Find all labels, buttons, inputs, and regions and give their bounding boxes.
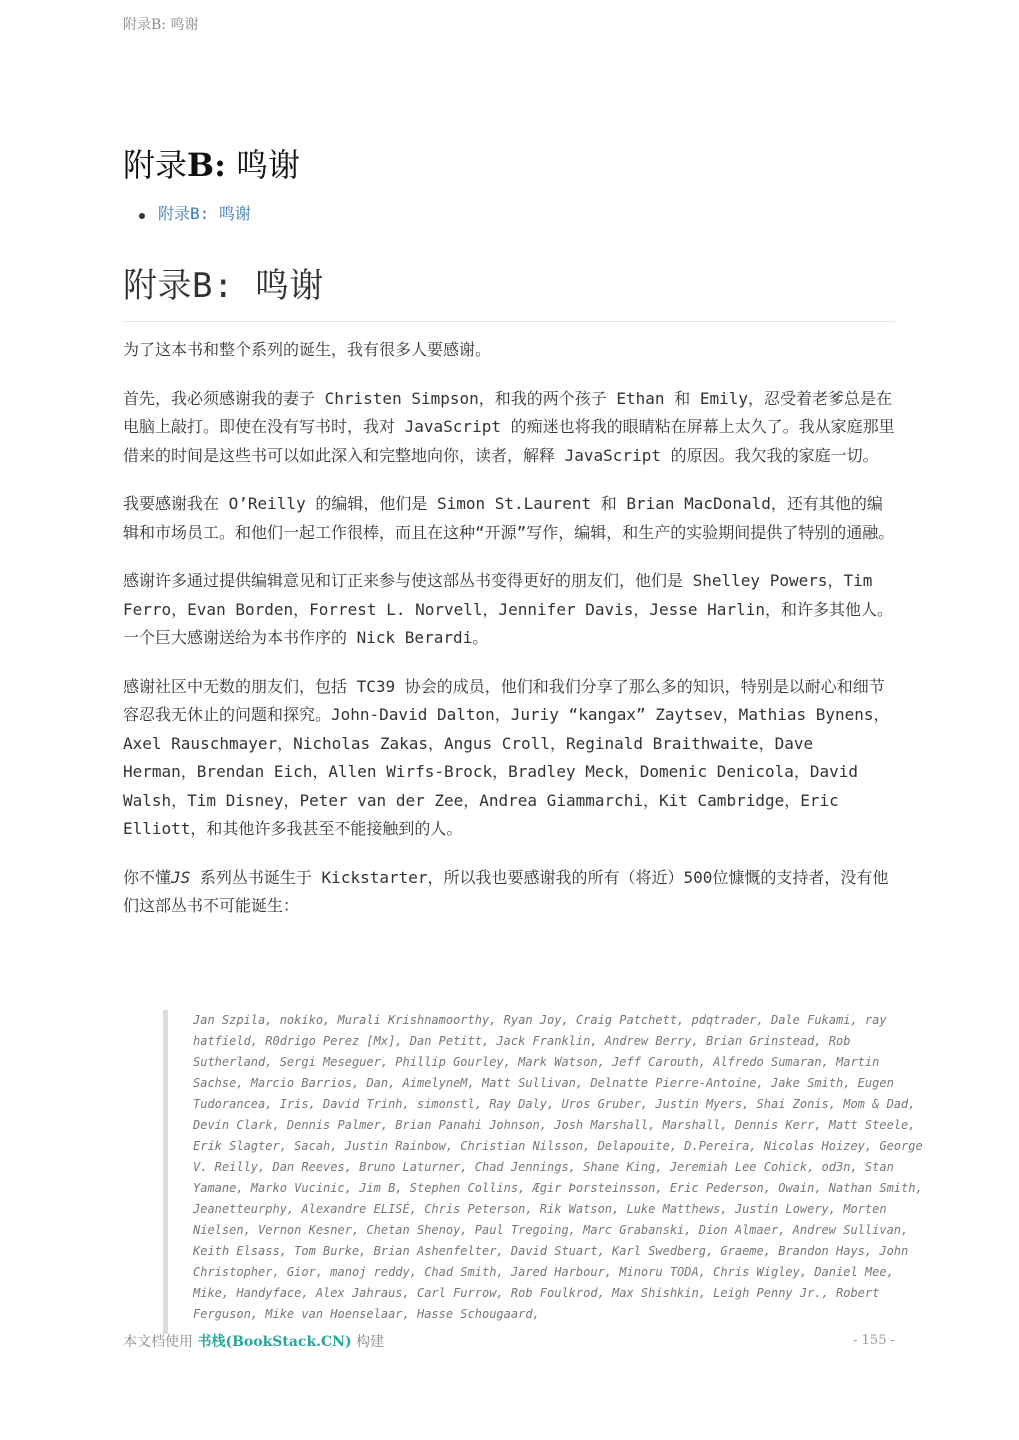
footer-credit (123, 1331, 384, 1351)
supporters-list: Jan Szpila, nokiko, Murali Krishnamoorthy, Ryan Joy, Craig Patchett, pdqtrader, Dale Fukami, ray hatfield, R0drigo Perez [Mx], Dan Petitt, Jack Franklin, Andrew Berry, Brian Grinstead, Rob Sutherland, Sergi Meseguer, Phillip Gourley, Mark Watson, Jeff Carouth, Alfredo Sumaran, Martin Sachse, Marcio Barrios, Dan, AimelyneM, Matt Sullivan, Delnatte Pierre-Antoine, Jake Smith, Eugen Tudorancea, Iris, David Trinh, simonstl, Ray Daly, Uros Gruber, Justin Myers, Shai Zonis, Mom & Dad, Devin Clark, Dennis Palmer, Brian Panahi Johnson, Josh Marshall, Marshall, Dennis Kerr, Matt Steele, Erik Slagter, Sacah, Justin Rainbow, Christian Nilsson, Delapouite, D.Pereira, Nicolas Hoizey, George V. Reilly, Dan Reeves, Bruno Laturner, Chad Jennings, Shane King, Jeremiah Lee Cohick, od3n, Stan Yamane, Marko Vucinic, Jim B, Stephen Collins, Ægir Þorsteinsson, Eric Pederson, Owain, Nathan Smith, Jeanetteurphy, Alexandre ELISÉ, Chris Peterson, Rik Watson, Luke Matthews, Justin Lowery, Morten Nielsen, Vernon Kesner, Chetan Shenoy, Paul Tregoing, Marc Grabanski, Dion Almaer, Andrew Sullivan, Keith Elsass, Tom Burke, Brian Ashenfelter, David Stuart, Karl Swedberg, Graeme, Brandon Hays, John Christopher, Gior, manoj reddy, Chad Smith, Jared Harbour, Minoru TODA, Chris Wigley, Daniel Mee, Mike, Handyface, Alex Jahraus, Carl Furrow, Rob Foulkrod, Max Shishkin, Leigh Penny Jr., Robert Ferguson, Mike van Hoenselaar, Hasse Schougaard, (193, 1013, 923, 1321)
running-header: 附录B: 鸣谢 (123, 17, 199, 33)
paragraph-reviewers: 感谢许多通过提供编辑意见和订正来参与使这部丛书变得更好的朋友们，他们是 Shelley Powers，Tim Ferro，Evan Borden，Forrest L. Norvell，Jennifer Davis，Jesse Harlin，和许多其他人。一个巨大感谢送给为本书作序的 Nick Berardi。 (123, 571, 893, 647)
paragraph-community: 感谢社区中无数的朋友们，包括 TC39 协会的成员，他们和我们分享了那么多的知识，特别是以耐心和细节容忍我无休止的问题和探究。John-David Dalton，Juriy “kangax” Zaytsev，Mathias Bynens，Axel Rauschmayer，Nicholas Zakas，Angus Croll，Reginald Braithwaite，Dave Herman，Brendan Eich，Allen Wirfs-Brock，Bradley Meck，Domenic Denicola，David Walsh，Tim Disney，Peter van der Zee，Andrea Giammarchi，Kit Cambridge，Eric Elliott，和其他许多我甚至不能接触到的人。 (123, 676, 890, 838)
toc-link-acknowledgements[interactable]: 附录B: 鸣谢 (158, 204, 251, 223)
section-title: 附录B: 鸣谢 (123, 258, 895, 322)
paragraph-kickstarter (123, 864, 895, 921)
chapter-title (123, 140, 300, 186)
article-body (123, 336, 895, 941)
page-number: - 155 - (853, 1333, 895, 1348)
paragraph-intro: 为了这本书和整个系列的诞生，我有很多人要感谢。 (123, 340, 492, 359)
bookstack-brand-link[interactable]: 书栈(BookStack.CN) (197, 1334, 352, 1350)
chapter-title-prefix: 附录 (123, 146, 188, 184)
table-of-contents (123, 202, 251, 226)
toc-item (123, 202, 251, 226)
kickstarter-suffix: 系列丛书诞生于 Kickstarter，所以我也要感谢我的所有（将近）500位慷慨的支持者，没有他们这部丛书不可能诞生： (123, 867, 889, 915)
paragraph-editors: 我要感谢我在 O’Reilly 的编辑，他们是 Simon St.Laurent 和 Brian MacDonald，还有其他的编辑和市场员工。和他们一起工作很棒，而且在这种“开源”写作，编辑，和生产的实验期间提供了特别的通融。 (123, 494, 895, 542)
kickstarter-prefix: 你不懂 (123, 867, 172, 887)
paragraph-family: 首先，我必须感谢我的妻子 Christen Simpson，和我的两个孩子 Ethan 和 Emily，忍受着老爹总是在电脑上敲打。即使在没有写书时，我对 JavaScript 的痴迷也将我的眼睛粘在屏幕上太久了。我从家庭那里借来的时间是这些书可以如此深入和完整地向你，读者，解释 JavaScript 的原因。我欠我的家庭一切。 (123, 388, 895, 465)
chapter-title-bold: B: (187, 146, 226, 184)
supporters-blockquote (163, 1010, 935, 1334)
book-series-name: JS (171, 867, 191, 887)
chapter-title-suffix: 鸣谢 (225, 146, 301, 184)
footer-prefix: 本文档使用 (123, 1334, 198, 1350)
footer-suffix: 构建 (351, 1334, 385, 1350)
